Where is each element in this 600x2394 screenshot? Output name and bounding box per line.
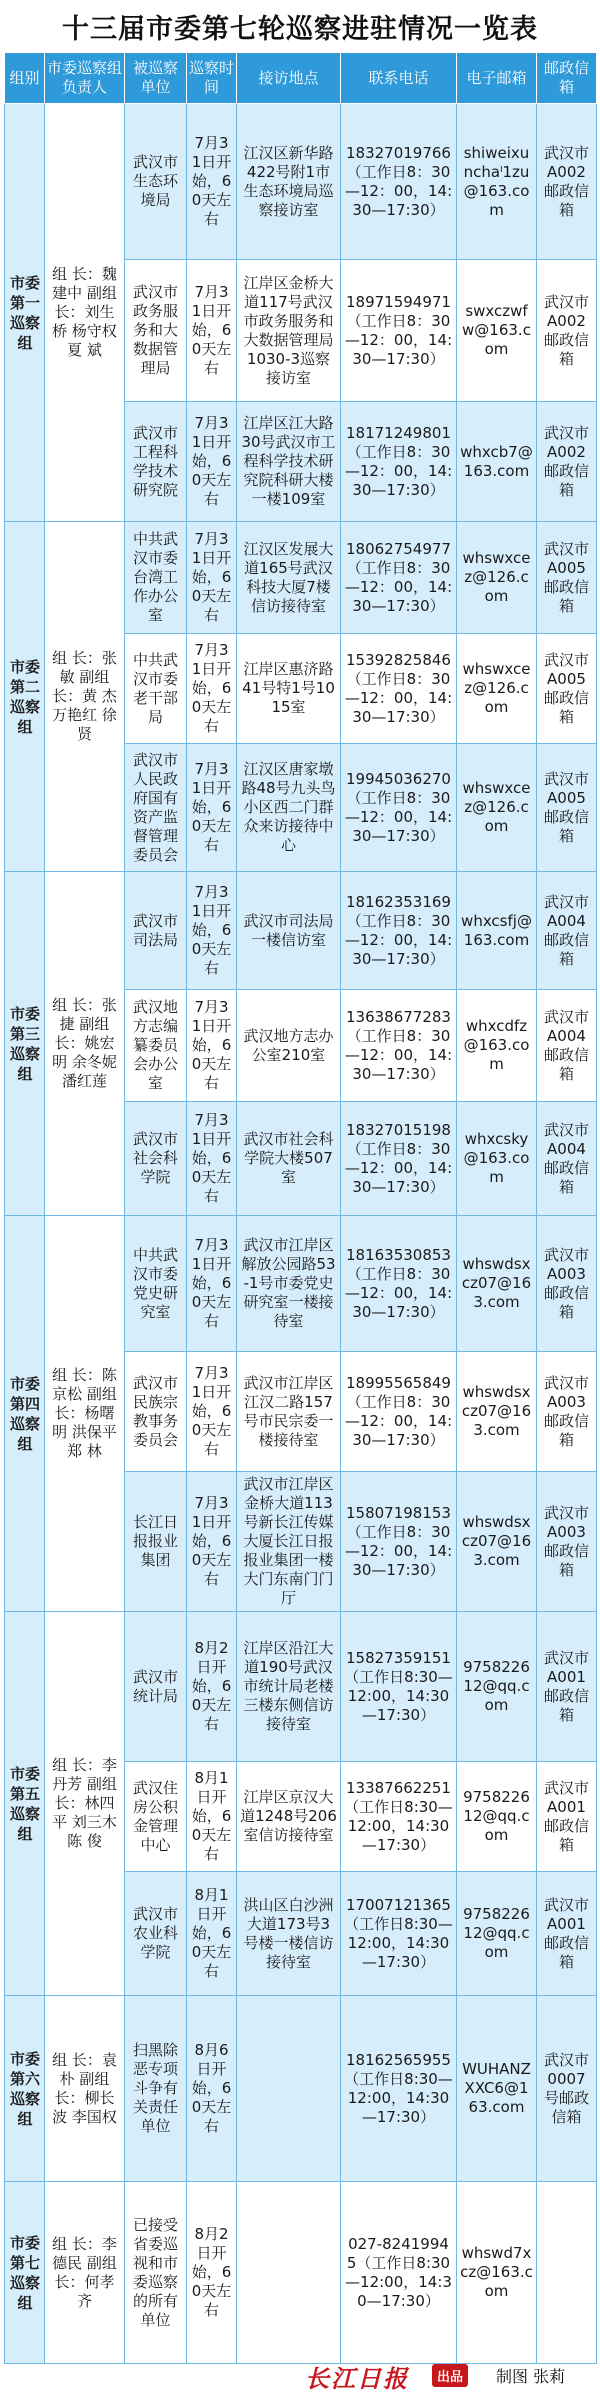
mailbox-cell: 武汉市A001邮政信箱 — [537, 1612, 597, 1762]
location-cell: 武汉市江岸区解放公园路53-1号市委党史研究室一楼接待室 — [237, 1216, 341, 1352]
table-row — [5, 1996, 597, 2182]
email-cell: 975822612@qq.com — [457, 1762, 537, 1872]
phone-cell: 18327019766（工作日8：30—12：00，14:30—17:30） — [341, 104, 457, 260]
header-cell: 联系电话 — [341, 53, 457, 104]
unit-cell: 中共武汉市委党史研究室 — [125, 1216, 187, 1352]
mailbox-cell-empty — [537, 2182, 597, 2364]
time-cell: 7月31日开始，60天左右 — [187, 1216, 237, 1352]
unit-cell: 武汉市社会科学院 — [125, 1102, 187, 1216]
time-cell: 7月31日开始，60天左右 — [187, 744, 237, 872]
email-cell: whxcsfj@163.com — [457, 872, 537, 990]
location-cell-empty — [237, 2182, 341, 2364]
phone-cell: 18163530853（工作日8：30—12：00，14:30—17:30） — [341, 1216, 457, 1352]
time-cell: 7月31日开始，60天左右 — [187, 990, 237, 1102]
phone-cell: 18327015198（工作日8：30—12：00，14:30—17:30） — [341, 1102, 457, 1216]
header-cell: 接访地点 — [237, 53, 341, 104]
unit-cell: 武汉市民族宗教事务委员会 — [125, 1352, 187, 1472]
group-name-cell: 市委第二巡察组 — [5, 522, 45, 872]
time-cell: 7月31日开始，60天左右 — [187, 1102, 237, 1216]
unit-cell: 武汉市生态环境局 — [125, 104, 187, 260]
mailbox-cell: 武汉市A005邮政信箱 — [537, 634, 597, 744]
time-cell: 7月31日开始，60天左右 — [187, 1472, 237, 1612]
table-row — [5, 1216, 597, 1352]
phone-cell: 15392825846（工作日8：30—12：00，14:30—17:30） — [341, 634, 457, 744]
phone-cell: 18162353169（工作日8：30—12：00，14:30—17:30） — [341, 872, 457, 990]
location-cell: 江岸区江大路30号武汉市工程科学技术研究院科研大楼一楼109室 — [237, 402, 341, 522]
email-cell: 975822612@qq.com — [457, 1612, 537, 1762]
time-cell: 7月31日开始，60天左右 — [187, 402, 237, 522]
email-cell: swxczwfw@163.com — [457, 260, 537, 402]
mailbox-cell: 武汉市A003邮政信箱 — [537, 1472, 597, 1612]
group-leaders-cell: 组 长：魏建中 副组长：刘生桥 杨守权 夏 斌 — [45, 104, 125, 522]
unit-cell: 扫黑除恶专项斗争有关责任单位 — [125, 1996, 187, 2182]
group-name-cell: 市委第五巡察组 — [5, 1612, 45, 1996]
unit-cell: 武汉市人民政府国有资产监督管理委员会 — [125, 744, 187, 872]
email-cell: WUHANZXXC6@163.com — [457, 1996, 537, 2182]
phone-cell: 15807198153（工作日8：30—12：00，14:30—17:30） — [341, 1472, 457, 1612]
mailbox-cell: 武汉市0007号邮政信箱 — [537, 1996, 597, 2182]
mailbox-cell: 武汉市A004邮政信箱 — [537, 1102, 597, 1216]
header-cell: 巡察时间 — [187, 53, 237, 104]
phone-cell: 13638677283（工作日8：30—12：00，14:30—17:30） — [341, 990, 457, 1102]
mailbox-cell: 武汉市A001邮政信箱 — [537, 1762, 597, 1872]
mailbox-cell: 武汉市A002邮政信箱 — [537, 402, 597, 522]
email-cell: whswxcez@126.com — [457, 634, 537, 744]
unit-cell: 中共武汉市委老干部局 — [125, 634, 187, 744]
graphic-credit: 制图 张莉 — [496, 2367, 566, 2386]
location-cell: 江汉区唐家墩路48号九头鸟小区西二门群众来访接待中心 — [237, 744, 341, 872]
time-cell: 8月1日开始，60天左右 — [187, 1762, 237, 1872]
email-cell: whswdsxcz07@163.com — [457, 1352, 537, 1472]
email-cell: whswdsxcz07@163.com — [457, 1472, 537, 1612]
time-cell: 7月31日开始，60天左右 — [187, 634, 237, 744]
header-cell: 被巡察单位 — [125, 53, 187, 104]
time-cell: 7月31日开始，60天左右 — [187, 872, 237, 990]
unit-cell: 武汉市政务服务和大数据管理局 — [125, 260, 187, 402]
phone-cell: 18162565955（工作日8:30—12:00，14:30—17:30） — [341, 1996, 457, 2182]
location-cell: 江岸区京汉大道1248号206室信访接待室 — [237, 1762, 341, 1872]
email-cell: 975822612@qq.com — [457, 1872, 537, 1996]
mailbox-cell: 武汉市A004邮政信箱 — [537, 990, 597, 1102]
time-cell: 7月31日开始，60天左右 — [187, 522, 237, 634]
header-cell: 电子邮箱 — [457, 53, 537, 104]
location-cell: 武汉市江岸区江汉二路157号市民宗委一楼接待室 — [237, 1352, 341, 1472]
email-cell: shiweixunchaˡ1zu@163.com — [457, 104, 537, 260]
phone-cell: 18971594971（工作日8：30—12：00，14:30—17:30） — [341, 260, 457, 402]
location-cell: 武汉市社会科学院大楼507室 — [237, 1102, 341, 1216]
mailbox-cell: 武汉市A003邮政信箱 — [537, 1352, 597, 1472]
group-leaders-cell: 组 长：陈京松 副组长：杨曙明 洪保平 郑 林 — [45, 1216, 125, 1612]
mailbox-cell: 武汉市A001邮政信箱 — [537, 1872, 597, 1996]
page-title: 十三届市委第七轮巡察进驻情况一览表 — [62, 13, 538, 45]
location-cell: 武汉市江岸区金桥大道113号新长江传媒大厦长江日报报业集团一楼大门东南门门厅 — [237, 1472, 341, 1612]
table-row — [5, 1612, 597, 1762]
table-row — [5, 104, 597, 260]
header-cell: 邮政信箱 — [537, 53, 597, 104]
email-cell: whswxcez@126.com — [457, 744, 537, 872]
location-cell: 江岸区沿江大道190号武汉市统计局老楼三楼东侧信访接待室 — [237, 1612, 341, 1762]
unit-cell: 武汉住房公积金管理中心 — [125, 1762, 187, 1872]
time-cell: 7月31日开始，60天左右 — [187, 1352, 237, 1472]
group-leaders-cell: 组 长：张 敏 副组长：黄 杰 万艳红 徐 贤 — [45, 522, 125, 872]
unit-cell: 武汉市工程科学技术研究院 — [125, 402, 187, 522]
group-leaders-cell: 组 长：李丹芳 副组长：林四平 刘三木 陈 俊 — [45, 1612, 125, 1996]
email-cell: whswxcez@126.com — [457, 522, 537, 634]
location-cell-empty — [237, 1996, 341, 2182]
time-cell: 8月6日开始，60天左右 — [187, 1996, 237, 2182]
table-header-row — [5, 53, 597, 104]
time-cell: 7月31日开始，60天左右 — [187, 104, 237, 260]
changjiang-daily-logo: 长江日报 — [305, 2364, 409, 2393]
phone-cell: 18171249801（工作日8：30—12：00，14:30—17:30） — [341, 402, 457, 522]
header-cell: 市委巡察组负责人 — [45, 53, 125, 104]
mailbox-cell: 武汉市A005邮政信箱 — [537, 522, 597, 634]
group-name-cell: 市委第三巡察组 — [5, 872, 45, 1216]
email-cell: whxcsky@163.com — [457, 1102, 537, 1216]
location-cell: 江汉区发展大道165号武汉科技大厦7楼信访接待室 — [237, 522, 341, 634]
email-cell: whxcdfz@163.com — [457, 990, 537, 1102]
phone-cell: 18995565849（工作日8：30—12：00，14:30—17:30） — [341, 1352, 457, 1472]
inspection-table — [4, 52, 597, 2364]
unit-cell: 已接受省委巡视和市委巡察的所有单位 — [125, 2182, 187, 2364]
email-cell: whxcb7@163.com — [457, 402, 537, 522]
table-row — [5, 522, 597, 634]
time-cell: 7月31日开始，60天左右 — [187, 260, 237, 402]
group-name-cell: 市委第四巡察组 — [5, 1216, 45, 1612]
unit-cell: 武汉市农业科学院 — [125, 1872, 187, 1996]
group-name-cell: 市委第六巡察组 — [5, 1996, 45, 2182]
unit-cell: 长江日报报业集团 — [125, 1472, 187, 1612]
location-cell: 武汉地方志办公室210室 — [237, 990, 341, 1102]
table-row — [5, 872, 597, 990]
mailbox-cell: 武汉市A002邮政信箱 — [537, 104, 597, 260]
time-cell: 8月2日开始，60天左右 — [187, 1612, 237, 1762]
phone-cell: 027-82419945（工作日8:30—12:00，14:30—17:30） — [341, 2182, 457, 2364]
phone-cell: 15827359151（工作日8:30—12:00，14:30—17:30） — [341, 1612, 457, 1762]
mailbox-cell: 武汉市A005邮政信箱 — [537, 744, 597, 872]
group-name-cell: 市委第一巡察组 — [5, 104, 45, 522]
unit-cell: 武汉地方志编纂委员会办公室 — [125, 990, 187, 1102]
location-cell: 洪山区白沙洲大道173号3号楼一楼信访接待室 — [237, 1872, 341, 1996]
email-cell: whswdsxcz07@163.com — [457, 1216, 537, 1352]
group-leaders-cell: 组 长：张 捷 副组长：姚宏明 余冬妮 潘红莲 — [45, 872, 125, 1216]
phone-cell: 19945036270（工作日8：30—12：00，14:30—17:30） — [341, 744, 457, 872]
location-cell: 江岸区惠济路41号特1号1015室 — [237, 634, 341, 744]
location-cell: 武汉市司法局一楼信访室 — [237, 872, 341, 990]
footer — [0, 2355, 600, 2393]
mailbox-cell: 武汉市A004邮政信箱 — [537, 872, 597, 990]
location-cell: 江汉区新华路422号附1市生态环境局巡察接访室 — [237, 104, 341, 260]
mailbox-cell: 武汉市A002邮政信箱 — [537, 260, 597, 402]
group-leaders-cell: 组 长：袁 朴 副组长：柳长波 李国权 — [45, 1996, 125, 2182]
time-cell: 8月1日开始，60天左右 — [187, 1872, 237, 1996]
location-cell: 江岸区金桥大道117号武汉市政务服务和大数据管理局1030-3巡察接访室 — [237, 260, 341, 402]
produced-badge: 出品 — [432, 2364, 468, 2387]
unit-cell: 武汉市统计局 — [125, 1612, 187, 1762]
group-name-cell: 市委第七巡察组 — [5, 2182, 45, 2364]
phone-cell: 18062754977（工作日8：30—12：00，14:30—17:30） — [341, 522, 457, 634]
mailbox-cell: 武汉市A003邮政信箱 — [537, 1216, 597, 1352]
unit-cell: 中共武汉市委台湾工作办公室 — [125, 522, 187, 634]
group-leaders-cell: 组 长：李德民 副组长：何孝齐 — [45, 2182, 125, 2364]
time-cell: 8月2日开始，60天左右 — [187, 2182, 237, 2364]
phone-cell: 13387662251（工作日8:30—12:00，14:30—17:30） — [341, 1762, 457, 1872]
unit-cell: 武汉市司法局 — [125, 872, 187, 990]
header-cell: 组别 — [5, 53, 45, 104]
phone-cell: 17007121365（工作日8:30—12:00，14:30—17:30） — [341, 1872, 457, 1996]
table-row — [5, 2182, 597, 2364]
email-cell: whswd7xcz@163.com — [457, 2182, 537, 2364]
